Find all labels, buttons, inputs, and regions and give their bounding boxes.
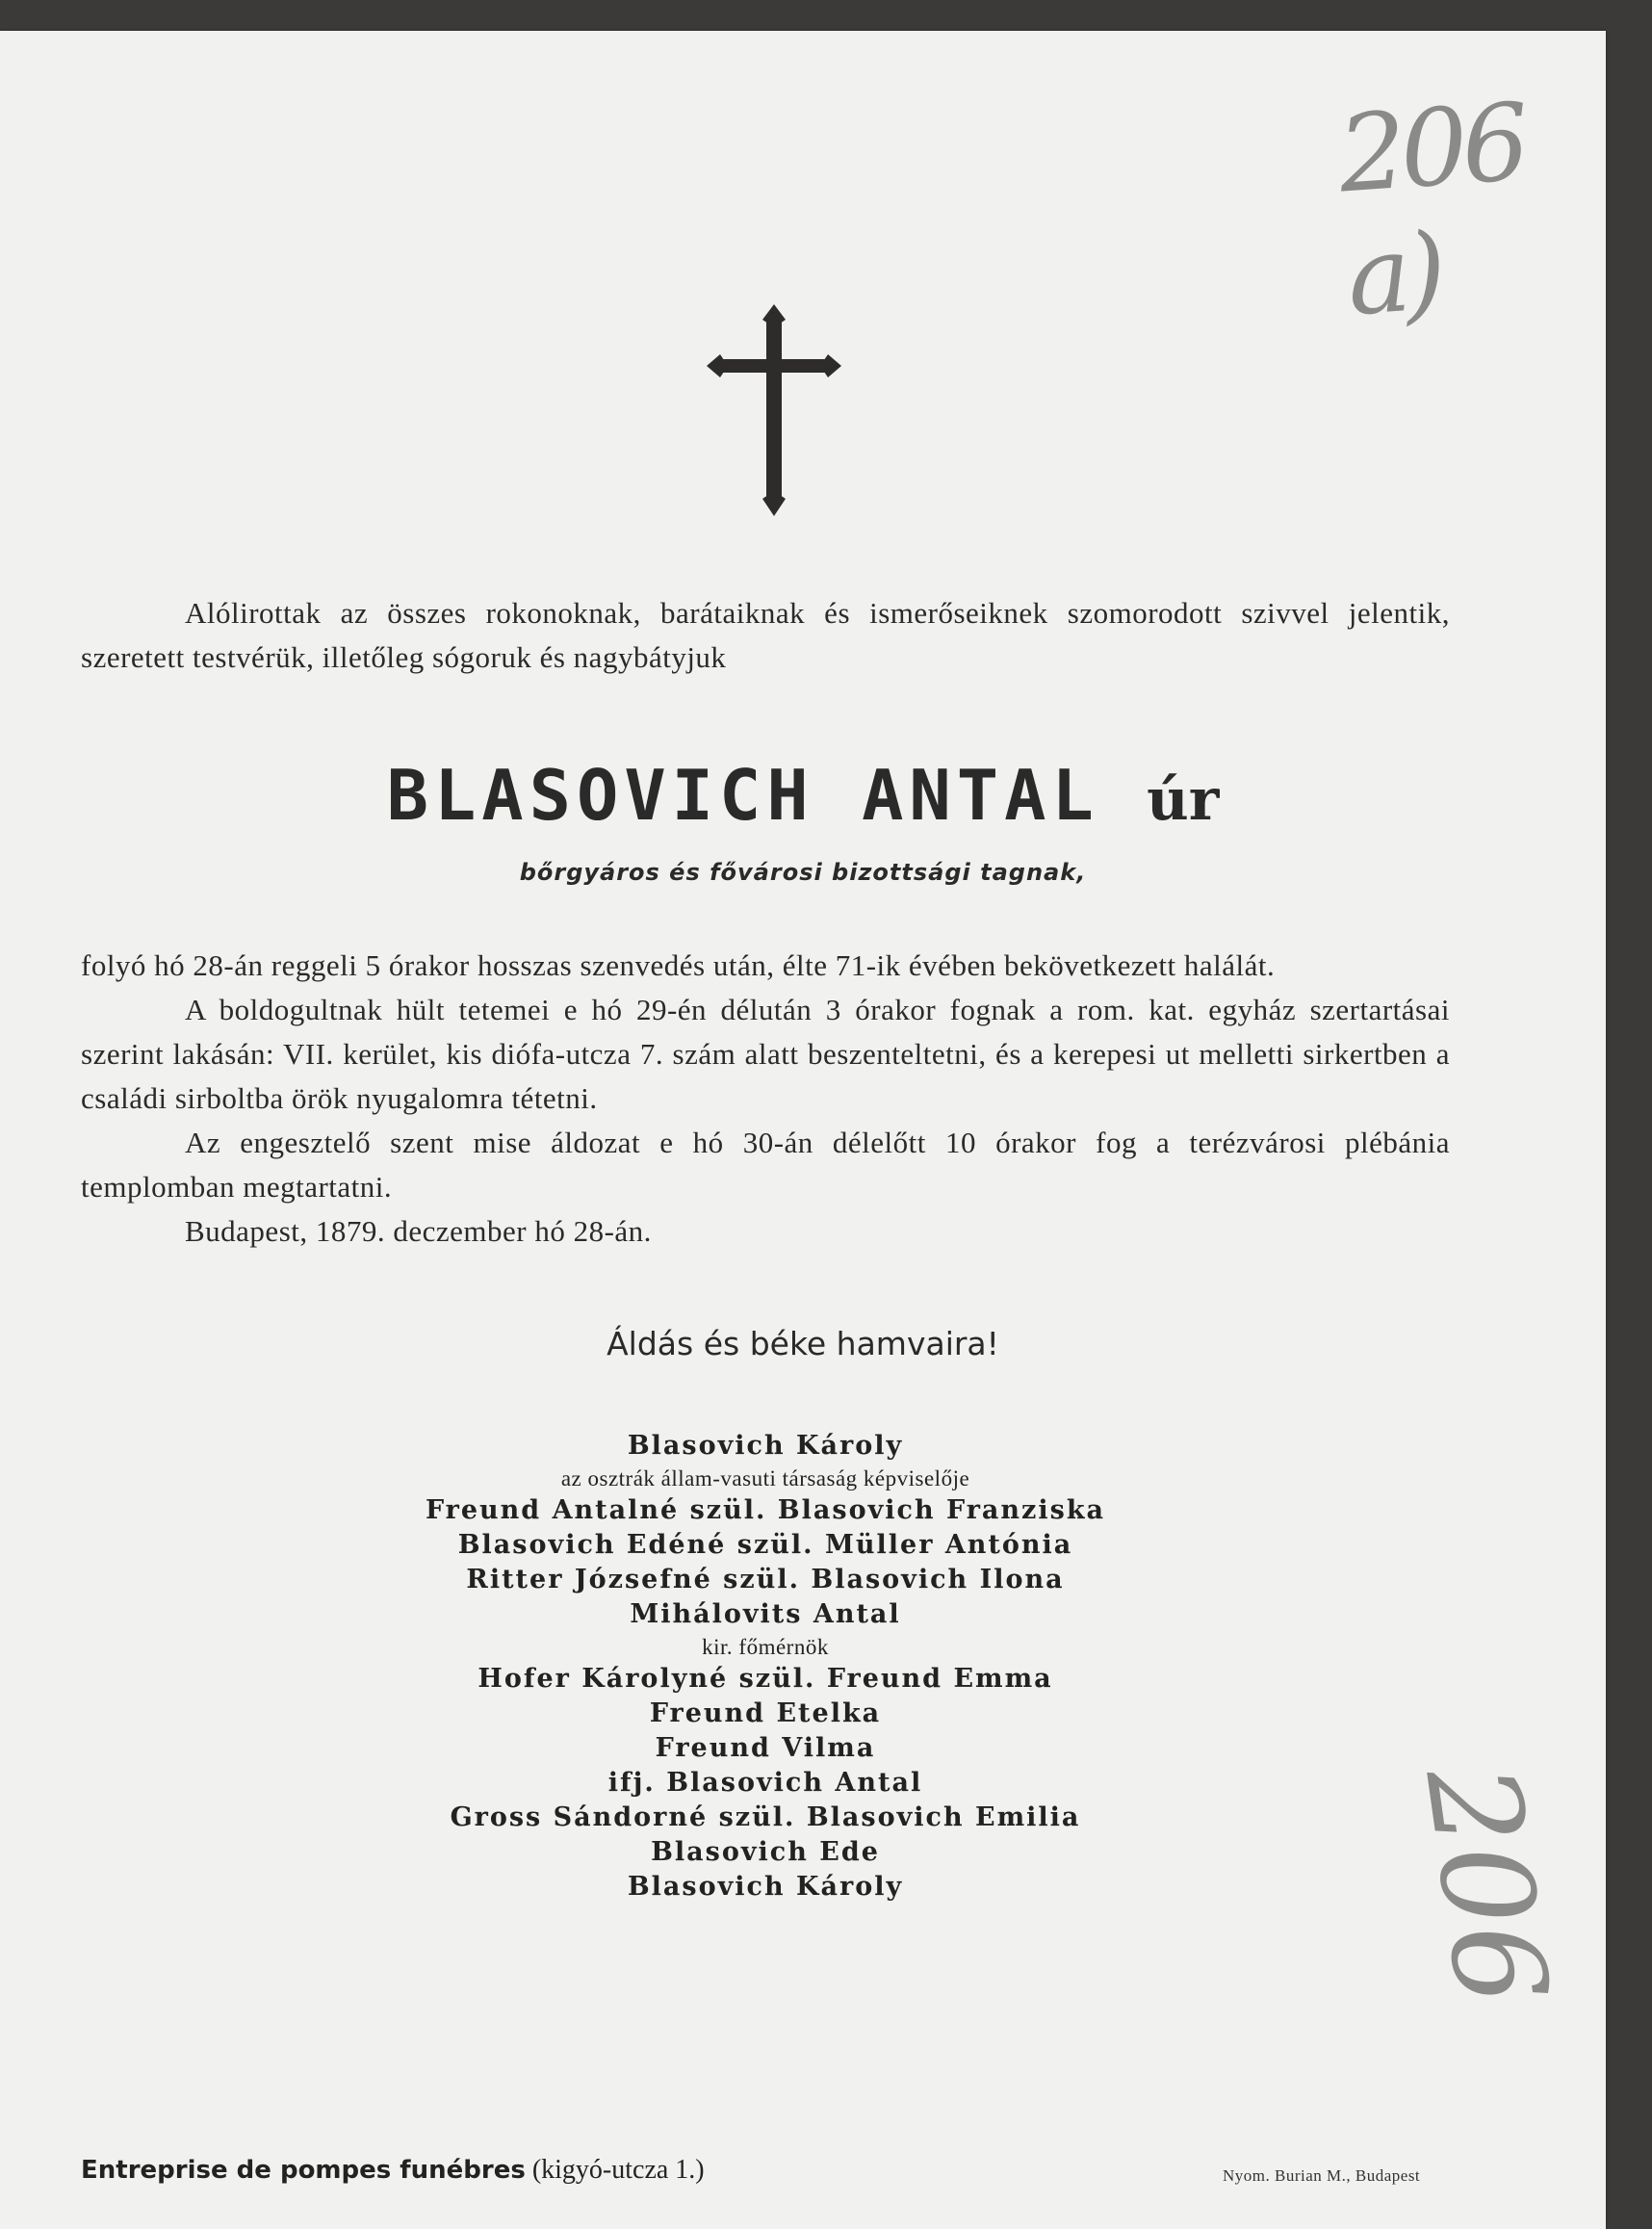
signer-name: Freund Vilma xyxy=(655,1733,876,1763)
signer-name: Blasovich Ede xyxy=(651,1837,880,1867)
deceased-honorific: úr xyxy=(1147,766,1220,834)
signer-name: Hofer Károlyné szül. Freund Emma xyxy=(478,1664,1053,1694)
signer-note: kir. főmérnök xyxy=(702,1635,829,1659)
signer-name: Freund Etelka xyxy=(649,1698,882,1728)
deceased-name xyxy=(0,755,1606,836)
document-page xyxy=(0,31,1606,2229)
deceased-occupation: bőrgyáros és fővárosi bizottsági tagnak, xyxy=(519,859,1087,886)
signer-name: Mihálovits Antal xyxy=(630,1599,901,1629)
announcement-body xyxy=(81,944,1450,1254)
printer-imprint: Nyom. Burian M., Budapest xyxy=(1223,2166,1421,2185)
funeral-paragraph: A boldogultnak hült tetemei e hó 29-én délután 3 órakor fognak a rom. kat. egyház szertartásai szerint lakásán: VII. kerület, kis diófa-utcza 7. szám alatt beszenteltetni, és a kerepesi ut melletti sirkertben a családi sirboltba örök nyugalomra tétetni. xyxy=(81,993,1450,1115)
latin-cross-icon xyxy=(707,302,841,518)
signer-name: ifj. Blasovich Antal xyxy=(607,1768,923,1798)
undertaker-imprint xyxy=(81,2155,705,2186)
handwritten-side-number: 206 xyxy=(1397,1756,1576,2014)
intro-text xyxy=(81,591,1450,680)
undertaker-address: (kigyó-utcza 1.) xyxy=(531,2155,705,2185)
signer-name: Blasovich Edéné szül. Müller Antónia xyxy=(457,1530,1073,1560)
undertaker-firm: Entreprise de pompes funébres xyxy=(81,2156,526,2185)
signers-list xyxy=(0,1429,1531,1905)
signer-name: Blasovich Károly xyxy=(627,1431,904,1461)
intro-paragraph: Alólirottak az összes rokonoknak, barátaiknak és ismerőseiknek szomorodott szivvel jelentik, szeretett testvérük, illetőleg sógoruk és nagybátyjuk xyxy=(81,596,1450,674)
handwritten-catalog-number: 206 a) xyxy=(1334,80,1528,340)
signer-name: Ritter Józsefné szül. Blasovich Ilona xyxy=(466,1565,1065,1594)
scan-border-right xyxy=(1606,0,1652,2229)
date-line: Budapest, 1879. deczember hó 28-án. xyxy=(185,1214,652,1248)
signer-name: Freund Antalné szül. Blasovich Franziska xyxy=(425,1495,1106,1525)
signer-name: Gross Sándorné szül. Blasovich Emilia xyxy=(450,1802,1081,1832)
signer-note: az osztrák állam-vasuti társaság képviselője xyxy=(560,1466,970,1490)
scan-border-top xyxy=(0,0,1606,31)
blessing-line: Áldás és béke hamvaira! xyxy=(607,1325,999,1362)
death-paragraph: folyó hó 28-án reggeli 5 órakor hosszas szenvedés után, élte 71-ik évében bekövetkezett halálát. xyxy=(81,948,1276,982)
signer-name: Blasovich Károly xyxy=(627,1872,904,1902)
deceased-name-text: BLASOVICH ANTAL xyxy=(386,755,1099,836)
mass-paragraph: Az engesztelő szent mise áldozat e hó 30-án délelőtt 10 órakor fog a terézvárosi plébánia templomban megtartatni. xyxy=(81,1126,1450,1204)
